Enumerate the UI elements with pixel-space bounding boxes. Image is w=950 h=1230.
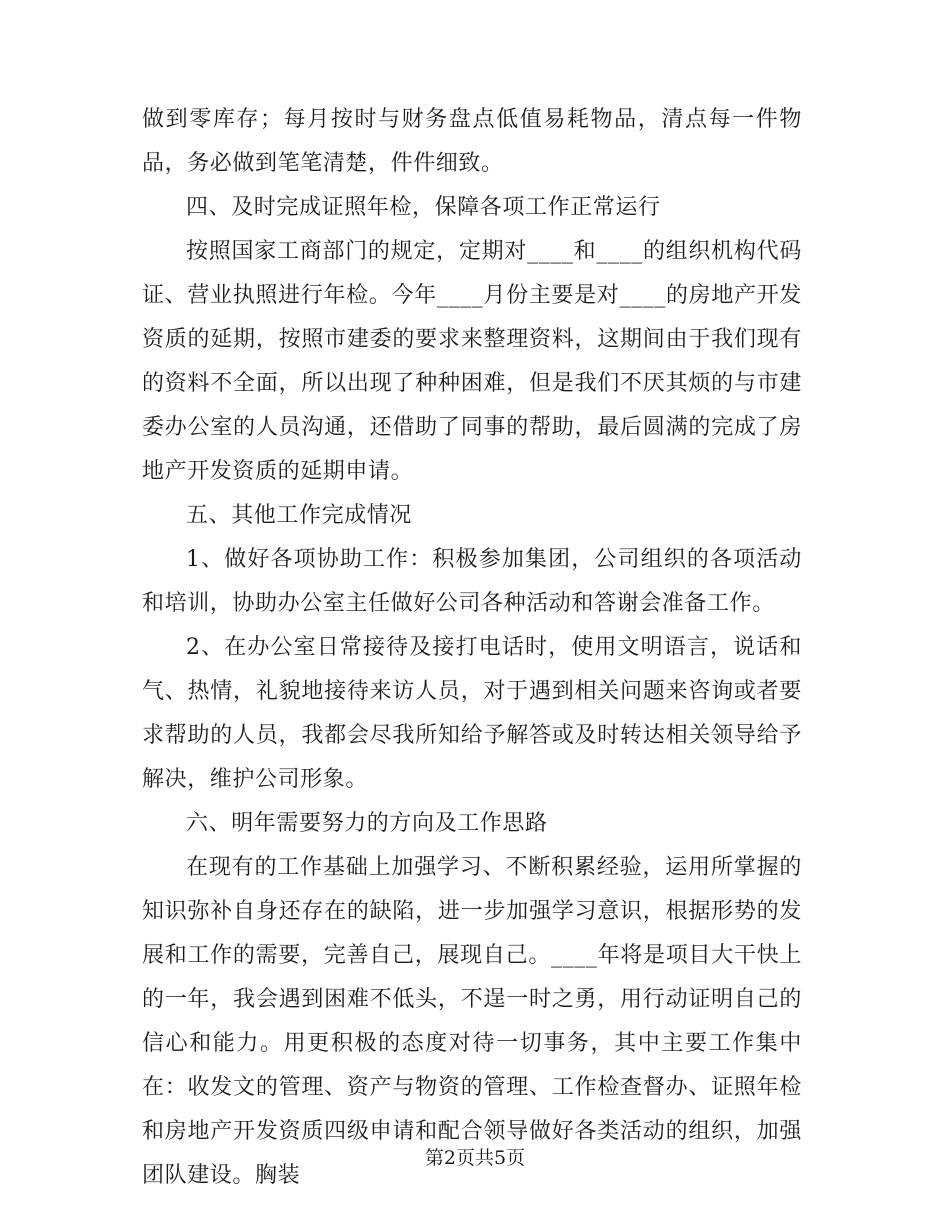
section-heading-6: 六、明年需要努力的方向及工作思路 (186, 811, 548, 836)
paragraph-license-inspection: 按照国家工商部门的规定，定期对____和____的组织机构代码证、营业执照进行年检。今年____月份主要是对____的房地产开发资质的延期，按照市建委的要求来整理资料，这期间由于我们现有的资料不全面，所以出现了种种困难，但是我们不厌其烦的与市建委办公室的人员沟通，还借助了同事的帮助，最后圆满的完成了房地产开发资质的延期申请。 (142, 239, 802, 484)
paragraph-continuation: 做到零库存；每月按时与财务盘点低值易耗物品，清点每一件物品，务必做到笔笔清楚，件件细致。 (142, 107, 802, 176)
paragraph-item-2: 2、在办公室日常接待及接打电话时，使用文明语言，说话和气、热情，礼貌地接待来访人员，对于遇到相关问题来咨询或者要求帮助的人员，我都会尽我所知给予解答或及时转达相关领导给予解决，维护公司形象。 (142, 635, 802, 792)
paragraph-item-1: 1、做好各项协助工作：积极参加集团，公司组织的各项活动和培训，协助办公室主任做好公司各种活动和答谢会准备工作。 (142, 547, 802, 616)
page-number-footer: 第2页共5页 (424, 1147, 526, 1169)
section-heading-5: 五、其他工作完成情况 (186, 503, 413, 528)
paragraph-next-year-plan: 在现有的工作基础上加强学习、不断积累经验，运用所掌握的知识弥补自身还存在的缺陷，进一步加强学习意识，根据形势的发展和工作的需要，完善自己，展现自己。____年将是项目大干快上的一年，我会遇到困难不低头，不逞一时之勇，用行动证明自己的信心和能力。用更积极的态度对待一切事务，其中主要工作集中在：收发文的管理、资产与物资的管理、工作检查督办、证照年检和房地产开发资质四级申请和配合领导做好各类活动的组织，加强团队建设。胸装 (142, 855, 802, 1188)
document-body (142, 98, 802, 1198)
section-heading-4: 四、及时完成证照年检，保障各项工作正常运行 (186, 195, 661, 220)
